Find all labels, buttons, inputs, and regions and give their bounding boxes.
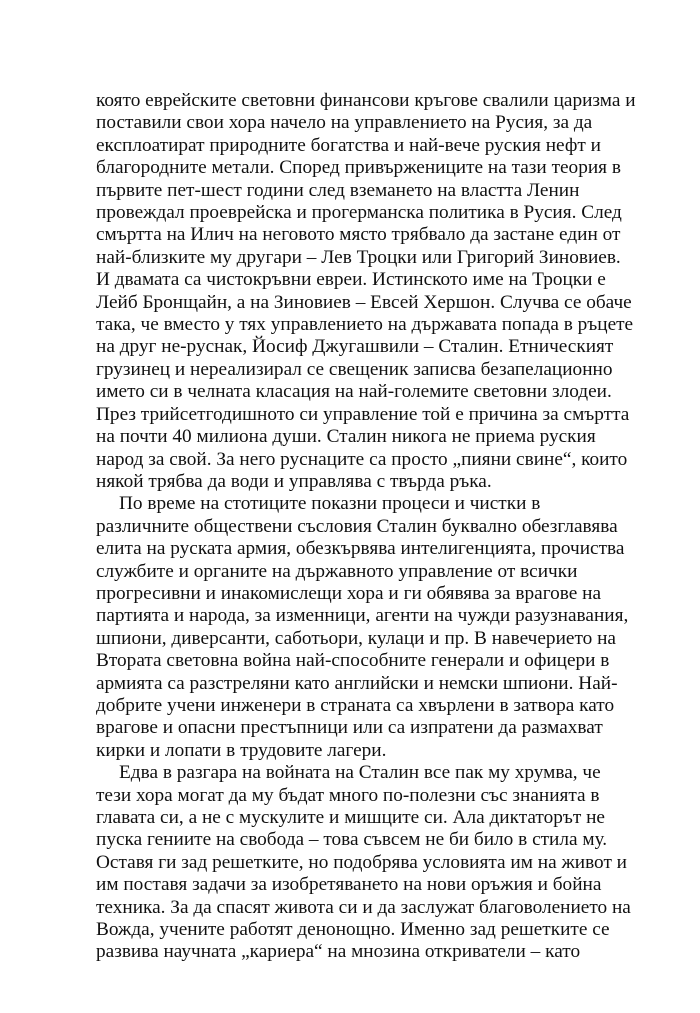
text-line: първите пет-шест години след вземането на властта Ленин bbox=[96, 179, 580, 201]
text-line: Едва в разгара на войната на Сталин все пак му хрумва, че bbox=[119, 762, 601, 784]
text-line: добрите учени инженери в страната са хвърлени в затвора като bbox=[96, 694, 615, 716]
text-line: техника. За да спасят живота си и да заслужат благоволението на bbox=[96, 896, 631, 918]
text-line: По време на стотиците показни процеси и чистки в bbox=[119, 493, 541, 515]
text-line: службите и органите на държавното управление от всички bbox=[96, 560, 578, 582]
paragraph-3 bbox=[96, 762, 656, 964]
text-line: врагове и опасни престъпници или са изпратени да размахват bbox=[96, 717, 603, 739]
text-line: благородните метали. Според привържениците на тази теория в bbox=[96, 157, 621, 179]
text-line: Втората световна война най-способните генерали и офицери в bbox=[96, 650, 610, 672]
text-line: им поставя задачи за изобретяването на нови оръжия и бойна bbox=[96, 874, 602, 896]
text-line: Оставя ги зад решетките, но подобрява условията им на живот и bbox=[96, 851, 628, 873]
text-line: името си в челната класация на най-големите световни злодеи. bbox=[96, 381, 612, 403]
text-line: армията са разстреляни като английски и немски шпиони. Най- bbox=[96, 672, 618, 694]
text-line: тези хора могат да му бъдат много по-полезни със знанията в bbox=[96, 784, 600, 806]
text-line: шпиони, диверсанти, саботьори, кулаци и пр. В навечерието на bbox=[96, 627, 616, 649]
text-line: различните обществени съсловия Сталин буквално обезглавява bbox=[96, 515, 618, 537]
text-line: Лейб Бронщайн, а на Зиновиев – Евсей Хершон. Случва се обаче bbox=[96, 291, 632, 313]
text-line: елита на руската армия, обезкървява интелигенцията, прочиства bbox=[96, 538, 625, 560]
text-line: която еврейските световни финансови кръгове свалили царизма и bbox=[96, 90, 636, 111]
paragraph-1 bbox=[96, 90, 656, 493]
text-line: експлоатират природните богатства и най-вече руския нефт и bbox=[96, 134, 601, 156]
text-line: на друг не-руснак, Йосиф Джугашвили – Сталин. Етническият bbox=[96, 336, 614, 358]
text-line: народ за свой. За него руснаците са просто „пияни свине“, които bbox=[96, 448, 628, 470]
text-line: провеждал проеврейска и прогерманска политика в Русия. След bbox=[96, 202, 622, 224]
text-line: кирки и лопати в трудовите лагери. bbox=[96, 739, 387, 761]
text-line: През трийсетгодишното си управление той е причина за смъртта bbox=[96, 403, 630, 425]
body-text bbox=[96, 90, 656, 964]
text-line: някой трябва да води и управлява с твърда ръка. bbox=[96, 470, 492, 492]
text-line: смъртта на Илич на неговото място трябвало да застане един от bbox=[96, 224, 621, 246]
text-line: развива научната „кариера“ на мнозина откриватели – като bbox=[96, 941, 581, 963]
text-line: на почти 40 милиона души. Сталин никога не приема руския bbox=[96, 426, 596, 448]
text-line: главата си, а не с мускулите и мишците си. Ала диктаторът не bbox=[96, 807, 605, 828]
text-line: поставили свои хора начело на управлението на Русия, за да bbox=[96, 112, 593, 134]
text-line: най-близките му другари – Лев Троцки или Григорий Зиновиев. bbox=[96, 246, 621, 268]
text-line: грузинец и нереализирал се свещеник записва безапелационно bbox=[96, 358, 613, 380]
text-line: партията и народа, за изменници, агенти на чужди разузнавания, bbox=[96, 605, 629, 627]
text-line: пуска гениите на свобода – това съвсем не би било в стила му. bbox=[96, 829, 608, 851]
text-line: И двамата са чистокръвни евреи. Истинското име на Троцки е bbox=[96, 269, 606, 291]
text-line: Вожда, учените работят денонощно. Именно зад решетките се bbox=[96, 919, 610, 941]
text-line: прогресивни и инакомислещи хора и ги обявява за врагове на bbox=[96, 582, 602, 604]
paragraph-2 bbox=[96, 493, 656, 762]
text-line: така, че вместо у тях управлението на държавата попада в ръцете bbox=[96, 314, 634, 336]
